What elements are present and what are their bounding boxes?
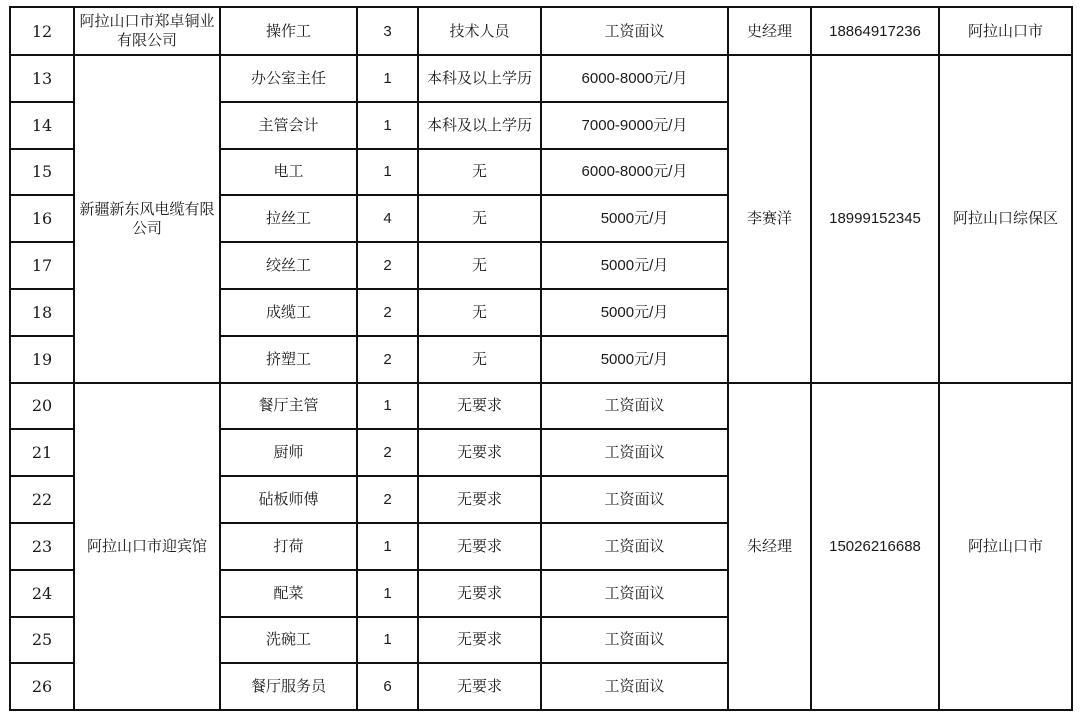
requirement: 无要求 bbox=[418, 476, 541, 523]
headcount: 1 bbox=[357, 383, 418, 430]
row-number: 21 bbox=[10, 429, 74, 476]
headcount: 1 bbox=[357, 570, 418, 617]
headcount: 1 bbox=[357, 102, 418, 149]
phone-number: 18864917236 bbox=[811, 7, 939, 55]
company-name: 阿拉山口市郑卓铜业有限公司 bbox=[74, 7, 220, 55]
requirement: 无要求 bbox=[418, 617, 541, 664]
position-name: 挤塑工 bbox=[220, 336, 357, 383]
row-number: 16 bbox=[10, 195, 74, 242]
requirement: 技术人员 bbox=[418, 7, 541, 55]
salary: 5000元/月 bbox=[541, 289, 728, 336]
salary: 6000-8000元/月 bbox=[541, 55, 728, 102]
requirement: 本科及以上学历 bbox=[418, 55, 541, 102]
salary: 工资面议 bbox=[541, 617, 728, 664]
company-name: 阿拉山口市迎宾馆 bbox=[74, 383, 220, 711]
headcount: 2 bbox=[357, 429, 418, 476]
salary: 5000元/月 bbox=[541, 336, 728, 383]
work-location: 阿拉山口综保区 bbox=[939, 55, 1072, 383]
salary: 工资面议 bbox=[541, 523, 728, 570]
salary: 工资面议 bbox=[541, 663, 728, 710]
requirement: 无要求 bbox=[418, 570, 541, 617]
requirement: 无 bbox=[418, 289, 541, 336]
position-name: 办公室主任 bbox=[220, 55, 357, 102]
salary: 工资面议 bbox=[541, 383, 728, 430]
headcount: 1 bbox=[357, 149, 418, 196]
position-name: 餐厅主管 bbox=[220, 383, 357, 430]
position-name: 主管会计 bbox=[220, 102, 357, 149]
row-number: 20 bbox=[10, 383, 74, 430]
table-row bbox=[10, 383, 1072, 430]
salary: 5000元/月 bbox=[541, 242, 728, 289]
work-location: 阿拉山口市 bbox=[939, 383, 1072, 711]
row-number: 14 bbox=[10, 102, 74, 149]
row-number: 17 bbox=[10, 242, 74, 289]
requirement: 无要求 bbox=[418, 383, 541, 430]
requirement: 无 bbox=[418, 149, 541, 196]
phone-number: 15026216688 bbox=[811, 383, 939, 711]
headcount: 1 bbox=[357, 617, 418, 664]
row-number: 23 bbox=[10, 523, 74, 570]
salary: 工资面议 bbox=[541, 570, 728, 617]
position-name: 操作工 bbox=[220, 7, 357, 55]
job-listings-table bbox=[9, 6, 1073, 711]
requirement: 无要求 bbox=[418, 523, 541, 570]
position-name: 电工 bbox=[220, 149, 357, 196]
row-number: 15 bbox=[10, 149, 74, 196]
row-number: 18 bbox=[10, 289, 74, 336]
requirement: 无要求 bbox=[418, 429, 541, 476]
row-number: 12 bbox=[10, 7, 74, 55]
row-number: 26 bbox=[10, 663, 74, 710]
table-row bbox=[10, 55, 1072, 102]
contact-person: 史经理 bbox=[728, 7, 811, 55]
row-number: 19 bbox=[10, 336, 74, 383]
requirement: 本科及以上学历 bbox=[418, 102, 541, 149]
salary: 工资面议 bbox=[541, 476, 728, 523]
row-number: 22 bbox=[10, 476, 74, 523]
company-name: 新疆新东风电缆有限公司 bbox=[74, 55, 220, 383]
headcount: 2 bbox=[357, 476, 418, 523]
position-name: 绞丝工 bbox=[220, 242, 357, 289]
position-name: 砧板师傅 bbox=[220, 476, 357, 523]
position-name: 拉丝工 bbox=[220, 195, 357, 242]
headcount: 2 bbox=[357, 336, 418, 383]
headcount: 3 bbox=[357, 7, 418, 55]
position-name: 洗碗工 bbox=[220, 617, 357, 664]
row-number: 13 bbox=[10, 55, 74, 102]
salary: 工资面议 bbox=[541, 429, 728, 476]
salary: 6000-8000元/月 bbox=[541, 149, 728, 196]
position-name: 餐厅服务员 bbox=[220, 663, 357, 710]
contact-person: 朱经理 bbox=[728, 383, 811, 711]
row-number: 24 bbox=[10, 570, 74, 617]
salary: 7000-9000元/月 bbox=[541, 102, 728, 149]
work-location: 阿拉山口市 bbox=[939, 7, 1072, 55]
row-number: 25 bbox=[10, 617, 74, 664]
headcount: 2 bbox=[357, 242, 418, 289]
requirement: 无要求 bbox=[418, 663, 541, 710]
table-row bbox=[10, 7, 1072, 55]
position-name: 成缆工 bbox=[220, 289, 357, 336]
salary: 工资面议 bbox=[541, 7, 728, 55]
headcount: 1 bbox=[357, 523, 418, 570]
contact-person: 李赛洋 bbox=[728, 55, 811, 383]
headcount: 2 bbox=[357, 289, 418, 336]
position-name: 打荷 bbox=[220, 523, 357, 570]
requirement: 无 bbox=[418, 336, 541, 383]
salary: 5000元/月 bbox=[541, 195, 728, 242]
position-name: 厨师 bbox=[220, 429, 357, 476]
headcount: 4 bbox=[357, 195, 418, 242]
requirement: 无 bbox=[418, 195, 541, 242]
position-name: 配菜 bbox=[220, 570, 357, 617]
headcount: 6 bbox=[357, 663, 418, 710]
headcount: 1 bbox=[357, 55, 418, 102]
requirement: 无 bbox=[418, 242, 541, 289]
phone-number: 18999152345 bbox=[811, 55, 939, 383]
